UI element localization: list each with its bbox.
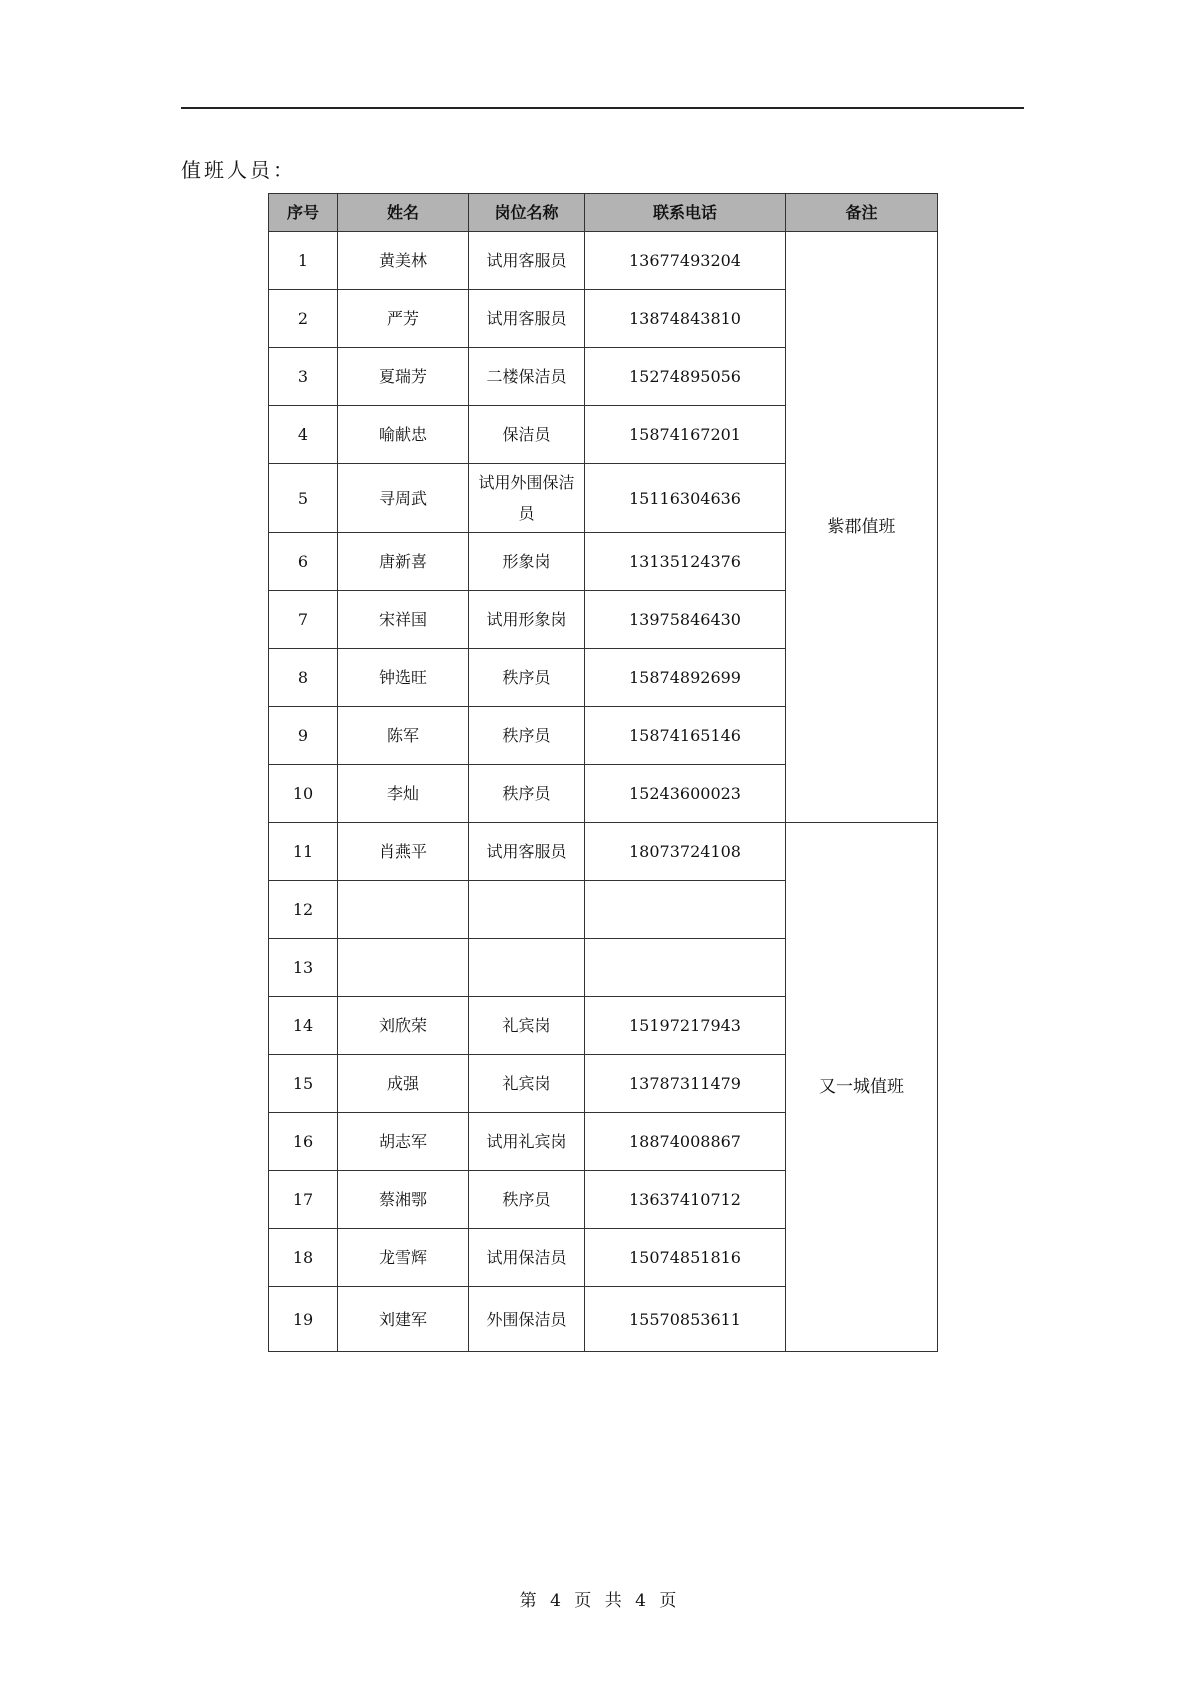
cell-phone: 18073724108 xyxy=(585,823,786,881)
cell-phone: 13637410712 xyxy=(585,1171,786,1229)
header-position: 岗位名称 xyxy=(469,194,585,232)
cell-number: 2 xyxy=(269,290,338,348)
page-label-mid: 页 共 xyxy=(574,1591,626,1611)
cell-name: 李灿 xyxy=(338,765,469,823)
cell-name: 唐新喜 xyxy=(338,533,469,591)
cell-name: 刘建军 xyxy=(338,1287,469,1352)
cell-number: 6 xyxy=(269,533,338,591)
cell-position: 秩序员 xyxy=(469,765,585,823)
cell-phone: 15274895056 xyxy=(585,348,786,406)
cell-phone: 13975846430 xyxy=(585,591,786,649)
header-phone: 联系电话 xyxy=(585,194,786,232)
cell-name: 寻周武 xyxy=(338,464,469,533)
table-body xyxy=(269,232,938,1352)
cell-name: 成强 xyxy=(338,1055,469,1113)
cell-number: 7 xyxy=(269,591,338,649)
page-footer xyxy=(0,1586,1200,1611)
cell-position: 试用客服员 xyxy=(469,232,585,290)
cell-phone: 15243600023 xyxy=(585,765,786,823)
cell-number: 9 xyxy=(269,707,338,765)
page-total: 4 xyxy=(635,1591,650,1611)
cell-number: 10 xyxy=(269,765,338,823)
cell-name: 夏瑞芳 xyxy=(338,348,469,406)
cell-number: 1 xyxy=(269,232,338,290)
cell-position: 保洁员 xyxy=(469,406,585,464)
page-label-prefix: 第 xyxy=(519,1591,541,1611)
cell-name: 刘欣荣 xyxy=(338,997,469,1055)
table-header-row xyxy=(269,194,938,232)
cell-phone: 13874843810 xyxy=(585,290,786,348)
page-label-suffix: 页 xyxy=(659,1591,681,1611)
cell-phone: 15874167201 xyxy=(585,406,786,464)
cell-position: 秩序员 xyxy=(469,649,585,707)
table-row xyxy=(269,823,938,881)
cell-name: 宋祥国 xyxy=(338,591,469,649)
cell-number: 19 xyxy=(269,1287,338,1352)
header-name: 姓名 xyxy=(338,194,469,232)
cell-position: 礼宾岗 xyxy=(469,997,585,1055)
cell-number: 16 xyxy=(269,1113,338,1171)
cell-phone: 15074851816 xyxy=(585,1229,786,1287)
cell-phone: 15116304636 xyxy=(585,464,786,533)
cell-position: 试用客服员 xyxy=(469,823,585,881)
header-number: 序号 xyxy=(269,194,338,232)
cell-name: 钟选旺 xyxy=(338,649,469,707)
cell-phone: 13677493204 xyxy=(585,232,786,290)
cell-number: 8 xyxy=(269,649,338,707)
cell-name: 陈军 xyxy=(338,707,469,765)
cell-name: 龙雪辉 xyxy=(338,1229,469,1287)
cell-remark: 又一城值班 xyxy=(786,823,938,1352)
cell-number: 3 xyxy=(269,348,338,406)
cell-position xyxy=(469,881,585,939)
cell-phone xyxy=(585,881,786,939)
cell-position: 形象岗 xyxy=(469,533,585,591)
table-row xyxy=(269,232,938,290)
cell-position: 试用形象岗 xyxy=(469,591,585,649)
cell-position: 试用礼宾岗 xyxy=(469,1113,585,1171)
section-title: 值班人员： xyxy=(181,158,296,182)
cell-phone: 15197217943 xyxy=(585,997,786,1055)
cell-phone: 15874165146 xyxy=(585,707,786,765)
cell-name: 喻献忠 xyxy=(338,406,469,464)
cell-number: 13 xyxy=(269,939,338,997)
cell-phone: 15874892699 xyxy=(585,649,786,707)
cell-name: 严芳 xyxy=(338,290,469,348)
cell-name: 胡志军 xyxy=(338,1113,469,1171)
cell-position xyxy=(469,939,585,997)
cell-position: 礼宾岗 xyxy=(469,1055,585,1113)
page-current: 4 xyxy=(550,1591,565,1611)
cell-name: 肖燕平 xyxy=(338,823,469,881)
cell-number: 12 xyxy=(269,881,338,939)
cell-position: 试用保洁员 xyxy=(469,1229,585,1287)
cell-number: 17 xyxy=(269,1171,338,1229)
cell-name xyxy=(338,939,469,997)
cell-position: 秩序员 xyxy=(469,707,585,765)
cell-number: 5 xyxy=(269,464,338,533)
cell-position: 试用客服员 xyxy=(469,290,585,348)
cell-name xyxy=(338,881,469,939)
cell-phone: 13135124376 xyxy=(585,533,786,591)
cell-phone: 15570853611 xyxy=(585,1287,786,1352)
cell-name: 黄美林 xyxy=(338,232,469,290)
cell-position: 试用外围保洁员 xyxy=(469,464,585,533)
cell-phone: 18874008867 xyxy=(585,1113,786,1171)
cell-phone: 13787311479 xyxy=(585,1055,786,1113)
cell-position: 秩序员 xyxy=(469,1171,585,1229)
header-remark: 备注 xyxy=(786,194,938,232)
cell-number: 4 xyxy=(269,406,338,464)
cell-name: 蔡湘鄂 xyxy=(338,1171,469,1229)
cell-number: 18 xyxy=(269,1229,338,1287)
cell-number: 14 xyxy=(269,997,338,1055)
cell-position: 二楼保洁员 xyxy=(469,348,585,406)
cell-position: 外围保洁员 xyxy=(469,1287,585,1352)
header-rule xyxy=(181,107,1024,109)
cell-number: 11 xyxy=(269,823,338,881)
duty-roster-table xyxy=(268,193,938,1352)
cell-number: 15 xyxy=(269,1055,338,1113)
cell-phone xyxy=(585,939,786,997)
cell-remark: 紫郡值班 xyxy=(786,232,938,823)
